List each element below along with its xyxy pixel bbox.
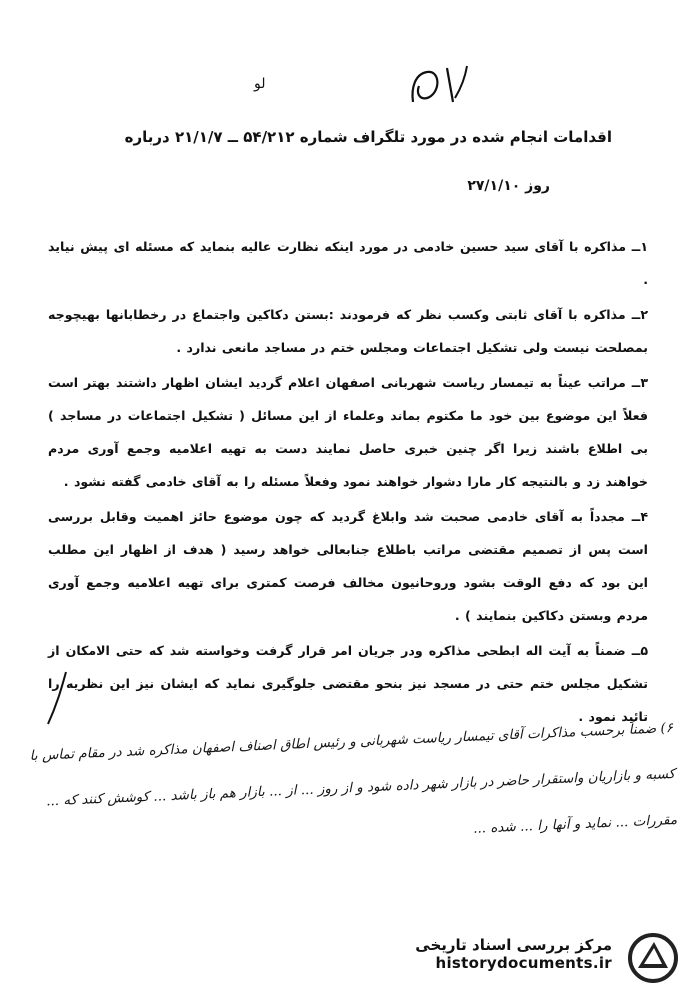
- paragraph-item-2: ۲ــ مذاکره با آقای ثابتی وکسب نظر که فرمودند :بستن دکاکین واجتماع در رخطابانها بهیچوجه بمصلحت نیست ولی تشکیل اجتماعات ومجلس ختم در مساجد مانعی ندارد .: [48, 307, 648, 355]
- handwritten-page-number-mark: [405, 58, 475, 114]
- corner-mark: لو: [254, 76, 266, 92]
- archive-logo-icon: [624, 932, 682, 984]
- handwritten-margin-stroke: [36, 668, 76, 728]
- paragraph-item-3: ۳ــ مراتب عیناً به تیمسار ریاست شهربانی اصفهان اعلام گردید ایشان اظهار داشتند بهتر است فعلاً این موضوع بین خود ما مکتوم بماند وعلماء از این مسائل ( تشکیل اجتماعات در مساجد ) بی اطلاع باشند زیرا اگر چنین خبری حاصل نمایند دست به تهیه اعلامیه وجمع آوری مردم خواهند زد و بالنتیجه کار مارا دشوار خواهند نمود وفعلاً مسئله را به آقای خادمی گفته نشود .: [48, 375, 648, 489]
- typed-body: [48, 230, 648, 735]
- document-date: روز ۲۷/۱/۱۰: [467, 178, 550, 194]
- paragraph-item-5: ۵ــ ضمناً به آیت اله ابطحی مذاکره ودر جریان امر قرار گرفت وخواسته شد که حتی الامکان از تشکیل مجلس ختم حتی در مسجد نیز بنحو مقتضی جلوگیری نماید که ایشان نیز این نظریه را تائید نمود .: [48, 643, 648, 724]
- organization-name: مرکز بررسی اسناد تاریخی: [415, 936, 612, 954]
- paragraph-item-1: ۱ــ مذاکره با آقای سید حسین خادمی در مورد اینکه نظارت عالیه بنماید که مسئله ای پیش نیاید .: [48, 239, 648, 287]
- website-url: historydocuments.ir: [435, 954, 612, 972]
- archive-footer: [408, 930, 688, 986]
- footer-text: [415, 936, 612, 972]
- paragraph-item-4: ۴ــ مجدداً به آقای خادمی صحبت شد وابلاغ گردید که چون موضوع حائز اهمیت وقابل بررسی است پس از تصمیم مقتضی مراتب باطلاع جنابعالی خواهد رسید ( هدف از اظهار این مطلب این بود که دفع الوقت بشود وروحانیون مخالف فرصت کمتری برای تهیه اعلامیه وجمع آوری مردم وبستن دکاکین بنمایند ) .: [48, 509, 648, 623]
- document-title: اقدامات انجام شده در مورد تلگراف شماره ۵۴/۲۱۲ ــ ۲۱/۱/۷ درباره: [124, 128, 612, 146]
- handwritten-note: ۶) ضمناً برحسب مذاکرات آقای تیمسار ریاست شهربانی و رئیس اطاق اصناف اصفهان مذاکره شد در مقام تماس با کسبه و بازاریان واستقرار حاضر در بازار شهر داده شود و از روز ... از ... بازار هم باز باشد ... کوشش کنند که ... مقررات ... نماید و آنها را ... شده ...: [29, 719, 678, 837]
